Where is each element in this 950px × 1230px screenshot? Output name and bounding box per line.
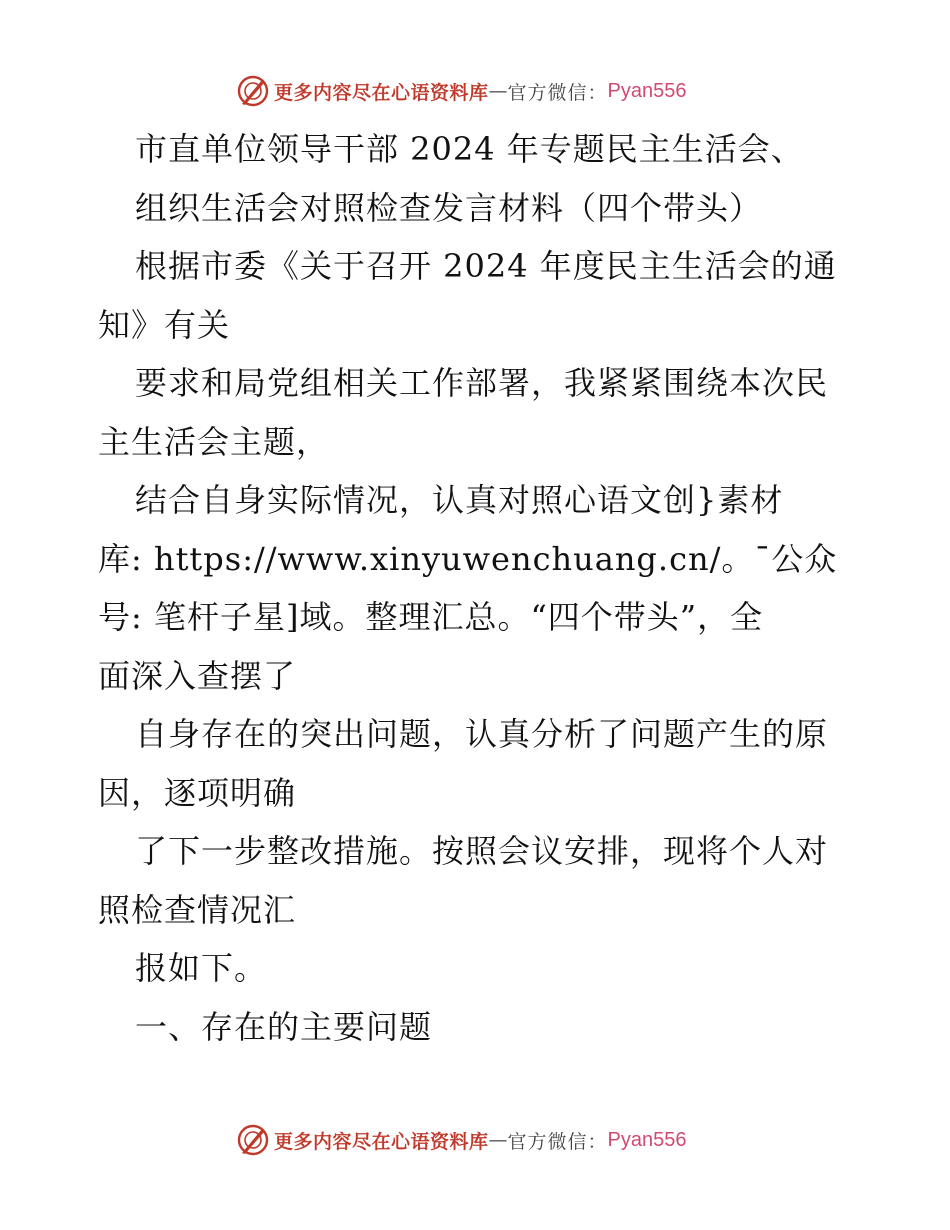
watermark-dash: — [488, 1129, 508, 1151]
section-heading: 一、存在的主要问题 [135, 1007, 433, 1046]
quill-seal-icon [236, 1123, 270, 1157]
body-text-line: 因，逐项明确 [98, 773, 297, 812]
body-text-line: 要求和局党组相关工作部署，我紧紧围绕本次民 [135, 364, 829, 402]
quill-seal-icon [236, 74, 270, 108]
body-text-line: 照检查情况汇 [98, 890, 297, 929]
body-text-line: 知》有关 [98, 305, 231, 344]
body-text-line: 主生活会主题， [98, 422, 330, 461]
watermark-slogan: 更多内容尽在心语资料库 [274, 1130, 489, 1153]
body-text-line: 根据市委《关于召开 2024 年度民主生活会的通 [135, 247, 837, 285]
body-text-line: 结合自身实际情况，认真对照心语文创}素材 [135, 481, 784, 519]
watermark-slogan: 更多内容尽在心语资料库 [274, 81, 489, 104]
watermark-dash: — [488, 80, 508, 102]
header-watermark [236, 73, 687, 109]
body-text-line: 报如下。 [135, 949, 268, 987]
document-body [98, 120, 858, 1056]
document-title-line-1: 市直单位领导干部 2024 年专题民主生活会、 [135, 130, 804, 168]
body-text-line: 面深入查摆了 [98, 656, 297, 695]
body-text-line: 号: 笔杆子星]域。整理汇总。“四个带头”，全 [98, 598, 764, 636]
watermark-wechat-label: 官方微信： [507, 1130, 608, 1153]
body-text-line: 自身存在的突出问题，认真分析了问题产生的原 [135, 715, 829, 753]
watermark-wechat-id: Pyan556 [607, 1128, 687, 1151]
watermark-wechat-id: Pyan556 [607, 79, 687, 102]
watermark-wechat-label: 官方微信： [507, 81, 608, 104]
document-title-line-2: 组织生活会对照检查发言材料（四个带头） [135, 188, 763, 227]
body-text-line: 了下一步整改措施。按照会议安排，现将个人对 [135, 832, 829, 870]
body-text-line: 库: https://www.xinyuwenchuang.cn/。¯公众 [98, 539, 838, 578]
footer-watermark [236, 1122, 687, 1158]
